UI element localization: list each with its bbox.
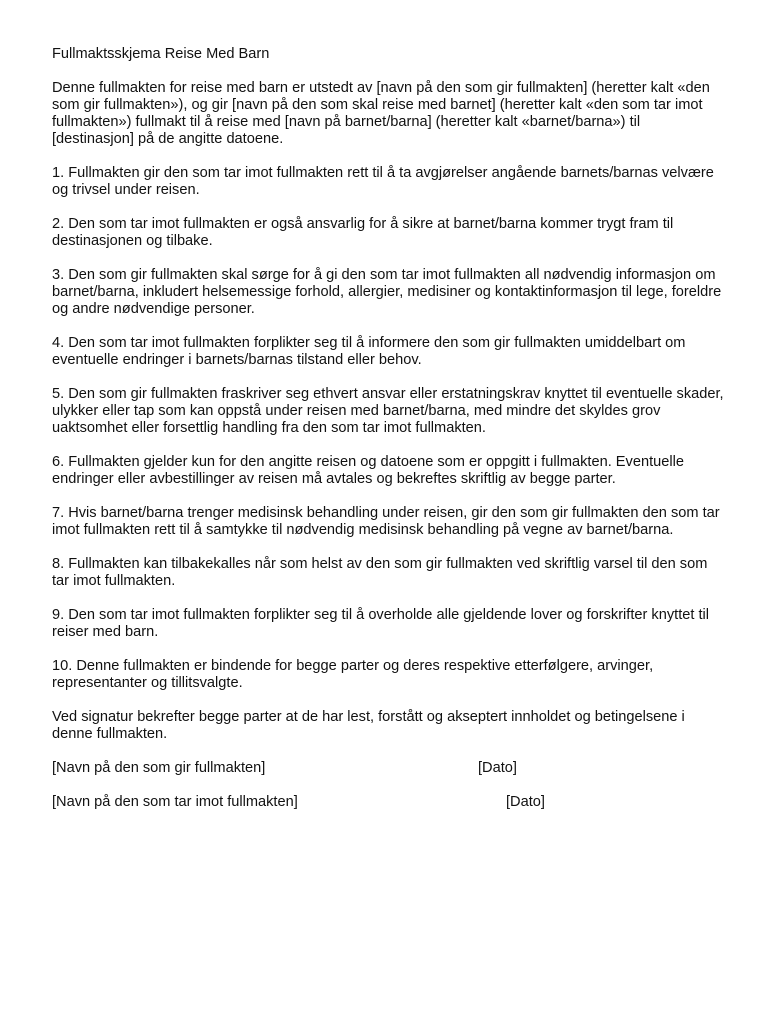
- signature-date-recipient: [Dato]: [506, 794, 545, 810]
- signature-name-grantor: [Navn på den som gir fullmakten]: [52, 760, 266, 776]
- clause-6: 6. Fullmakten gjelder kun for den angitte reisen og datoene som er oppgitt i fullmakten. Eventuelle endringer eller avbestillinger av reisen må avtales og bekreftes skriftlig av begge parter.: [52, 454, 684, 487]
- clause-7: 7. Hvis barnet/barna trenger medisinsk behandling under reisen, gir den som gir fullmakten den som tar imot fullmakten rett til å samtykke til nødvendig medisinsk behandling på vegne av barnet/barna.: [52, 505, 720, 538]
- document-page: [52, 46, 724, 828]
- clause-3: 3. Den som gir fullmakten skal sørge for å gi den som tar imot fullmakten all nødvendig informasjon om barnet/barna, inkludert helsemessige forhold, allergier, medisiner og kontaktinformasjon til lege, foreldre og andre nødvendige personer.: [52, 267, 722, 317]
- clause-2: 2. Den som tar imot fullmakten er også ansvarlig for å sikre at barnet/barna kommer trygt fram til destinasjonen og tilbake.: [52, 216, 674, 249]
- clause-4: 4. Den som tar imot fullmakten forplikter seg til å informere den som gir fullmakten umiddelbart om eventuelle endringer i barnets/barnas tilstand eller behov.: [52, 335, 686, 368]
- clause-10: 10. Denne fullmakten er bindende for begge parter og deres respektive etterfølgere, arvinger, representanter og tillitsvalgte.: [52, 658, 654, 691]
- signature-date-grantor: [Dato]: [478, 760, 517, 776]
- clause-5: 5. Den som gir fullmakten fraskriver seg ethvert ansvar eller erstatningskrav knyttet til eventuelle skader, ulykker eller tap som kan oppstå under reisen med barnet/barna, med mindre det skyldes grov uaktsomhet eller forsettlig handling fra den som tar imot fullmakten.: [52, 386, 724, 436]
- intro-paragraph: Denne fullmakten for reise med barn er utstedt av [navn på den som gir fullmakten] (heretter kalt «den som gir fullmakten»), og gir [navn på den som skal reise med barnet] (heretter kalt «den som tar imot fullmakten») fullmakt til å reise med [navn på barnet/barna] (heretter kalt «barnet/barna») til [destinasjon] på de angitte datoene.: [52, 80, 710, 147]
- signature-row-recipient: [52, 794, 724, 811]
- clause-1: 1. Fullmakten gir den som tar imot fullmakten rett til å ta avgjørelser angående barnets/barnas velvære og trivsel under reisen.: [52, 165, 714, 198]
- closing-paragraph: Ved signatur bekrefter begge parter at de har lest, forstått og akseptert innholdet og betingelsene i denne fullmakten.: [52, 709, 685, 742]
- signature-row-grantor: [52, 760, 724, 777]
- document-title: Fullmaktsskjema Reise Med Barn: [52, 46, 270, 62]
- signature-name-recipient: [Navn på den som tar imot fullmakten]: [52, 794, 298, 810]
- clause-9: 9. Den som tar imot fullmakten forplikter seg til å overholde alle gjeldende lover og forskrifter knyttet til reiser med barn.: [52, 607, 710, 640]
- clause-8: 8. Fullmakten kan tilbakekalles når som helst av den som gir fullmakten ved skriftlig varsel til den som tar imot fullmakten.: [52, 556, 708, 589]
